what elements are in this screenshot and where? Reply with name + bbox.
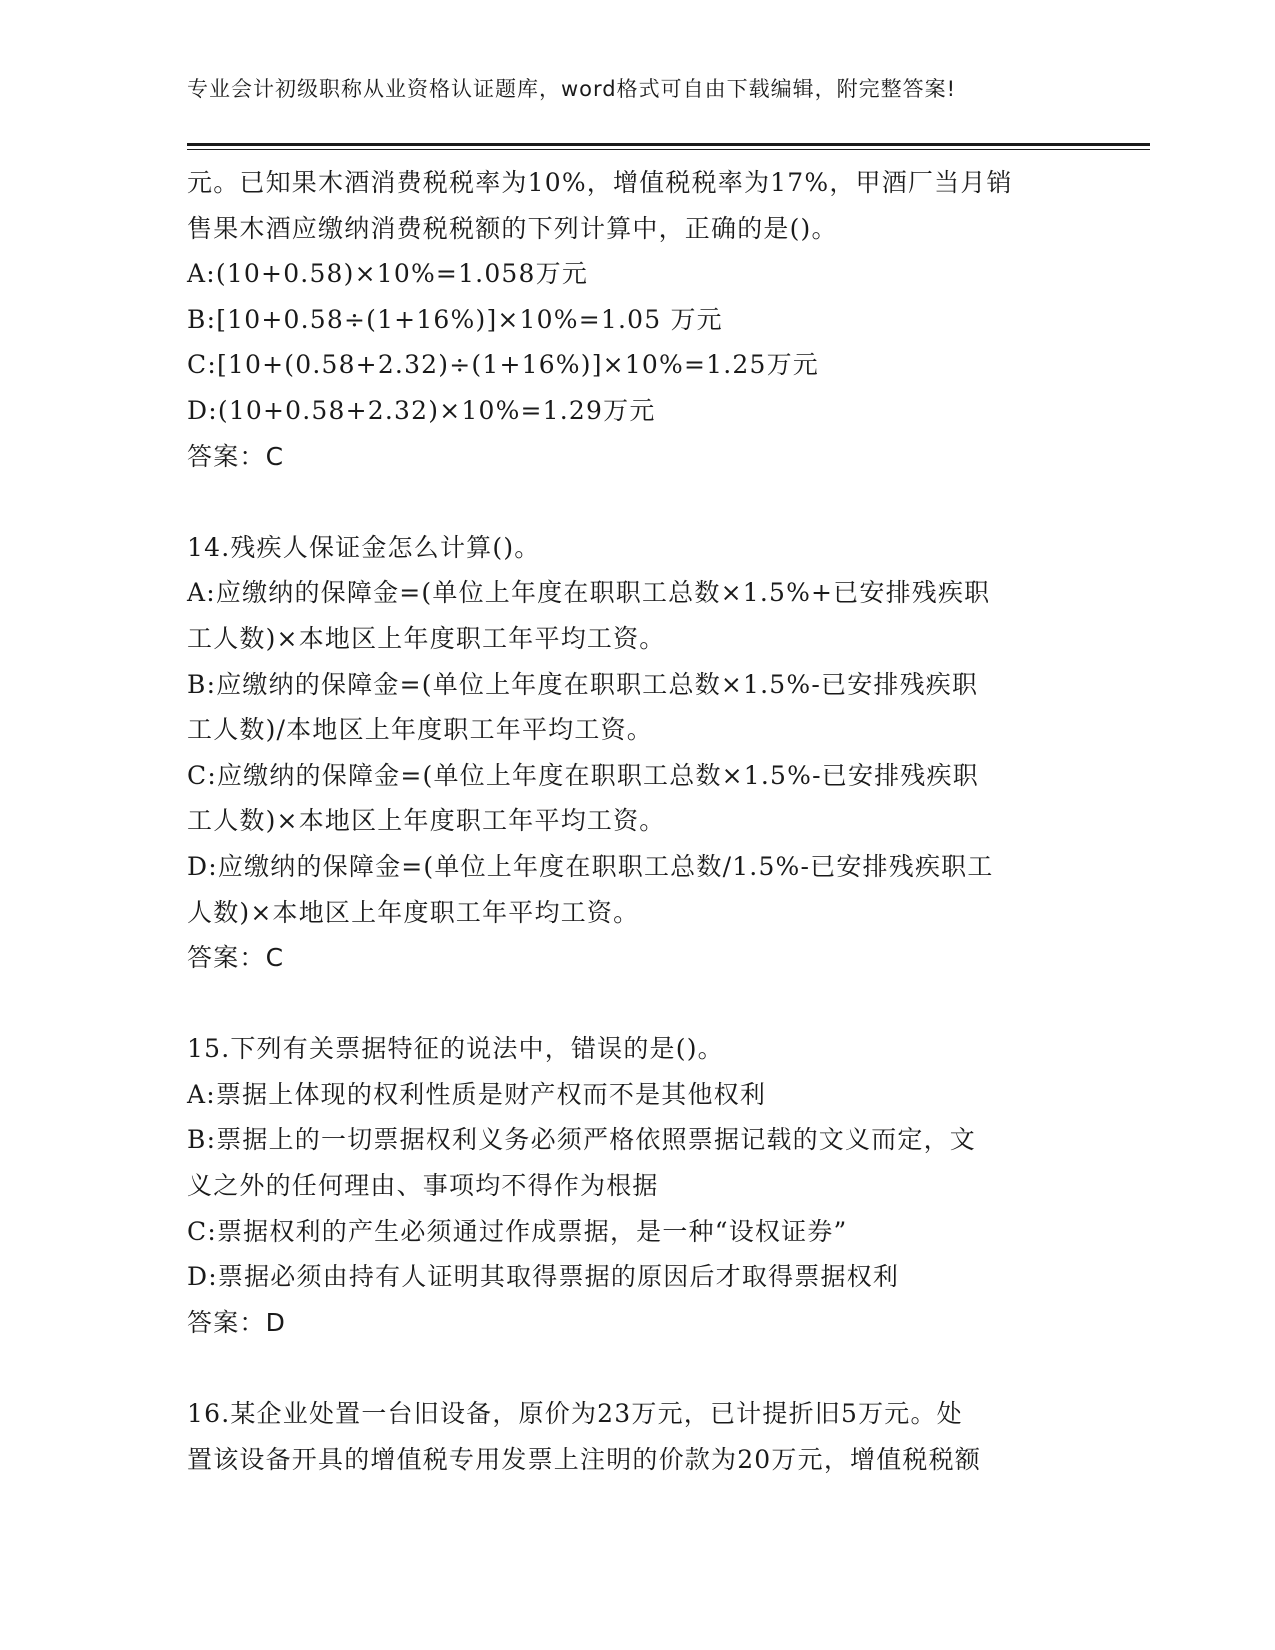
- option-line: B:应缴纳的保障金=(单位上年度在职职工总数×1.5%-已安排残疾职: [187, 669, 979, 699]
- question-text-line: 16.某企业处置一台旧设备，原价为23万元，已计提折旧5万元。处: [187, 1399, 963, 1429]
- option-line: D:应缴纳的保障金=(单位上年度在职职工总数/1.5%-已安排残疾职工: [187, 851, 994, 881]
- option-line: A:(10+0.58)×10%=1.058万元: [187, 259, 589, 289]
- option-line: B:[10+0.58÷(1+16%)]×10%=1.05 万元: [187, 304, 723, 334]
- option-line: 工人数)×本地区上年度职工年平均工资。: [187, 806, 666, 836]
- question-block: [187, 525, 1067, 981]
- option-line: 工人数)×本地区上年度职工年平均工资。: [187, 623, 666, 653]
- question-block: [187, 1026, 1067, 1345]
- option-line: C:[10+(0.58+2.32)÷(1+16%)]×10%=1.25万元: [187, 350, 819, 380]
- header-rule-thick: [187, 143, 1150, 146]
- option-line: 人数)×本地区上年度职工年平均工资。: [187, 897, 640, 927]
- option-line: 工人数)/本地区上年度职工年平均工资。: [187, 715, 653, 745]
- question-text-line: 元。已知果木酒消费税税率为10%，增值税税率为17%，甲酒厂当月销: [187, 168, 1013, 197]
- answer-line: 答案：D: [187, 1307, 287, 1337]
- option-line: D:(10+0.58+2.32)×10%=1.29万元: [187, 395, 656, 425]
- answer-line: 答案：C: [187, 441, 285, 471]
- option-line: C:应缴纳的保障金=(单位上年度在职职工总数×1.5%-已安排残疾职: [187, 760, 979, 790]
- page-header: 专业会计初级职称从业资格认证题库，word格式可自由下载编辑，附完整答案!: [187, 77, 957, 101]
- question-text-line: 置该设备开具的增值税专用发票上注明的价款为20万元，增值税税额: [187, 1444, 982, 1474]
- header-rule-thin: [187, 149, 1150, 150]
- option-line: D:票据必须由持有人证明其取得票据的原因后才取得票据权利: [187, 1262, 900, 1292]
- option-line: 义之外的任何理由、事项均不得作为根据: [187, 1171, 659, 1201]
- answer-line: 答案：C: [187, 943, 285, 973]
- question-text-line: 14.残疾人保证金怎么计算()。: [187, 532, 541, 562]
- option-line: A:票据上体现的权利性质是财产权而不是其他权利: [187, 1079, 767, 1109]
- option-line: B:票据上的一切票据权利义务必须严格依照票据记载的文义而定，文: [187, 1125, 976, 1155]
- question-content: [187, 160, 1067, 1482]
- question-text-line: 15.下列有关票据特征的说法中，错误的是()。: [187, 1034, 724, 1064]
- option-line: C:票据权利的产生必须通过作成票据，是一种“设权证券”: [187, 1216, 848, 1246]
- block-spacer: [187, 1345, 1067, 1391]
- question-block: [187, 160, 1067, 479]
- block-spacer: [187, 981, 1067, 1027]
- option-line: A:应缴纳的保障金=(单位上年度在职职工总数×1.5%+已安排残疾职: [187, 578, 991, 608]
- question-text-line: 售果木酒应缴纳消费税税额的下列计算中，正确的是()。: [187, 213, 838, 243]
- question-block: [187, 1391, 1067, 1482]
- block-spacer: [187, 479, 1067, 525]
